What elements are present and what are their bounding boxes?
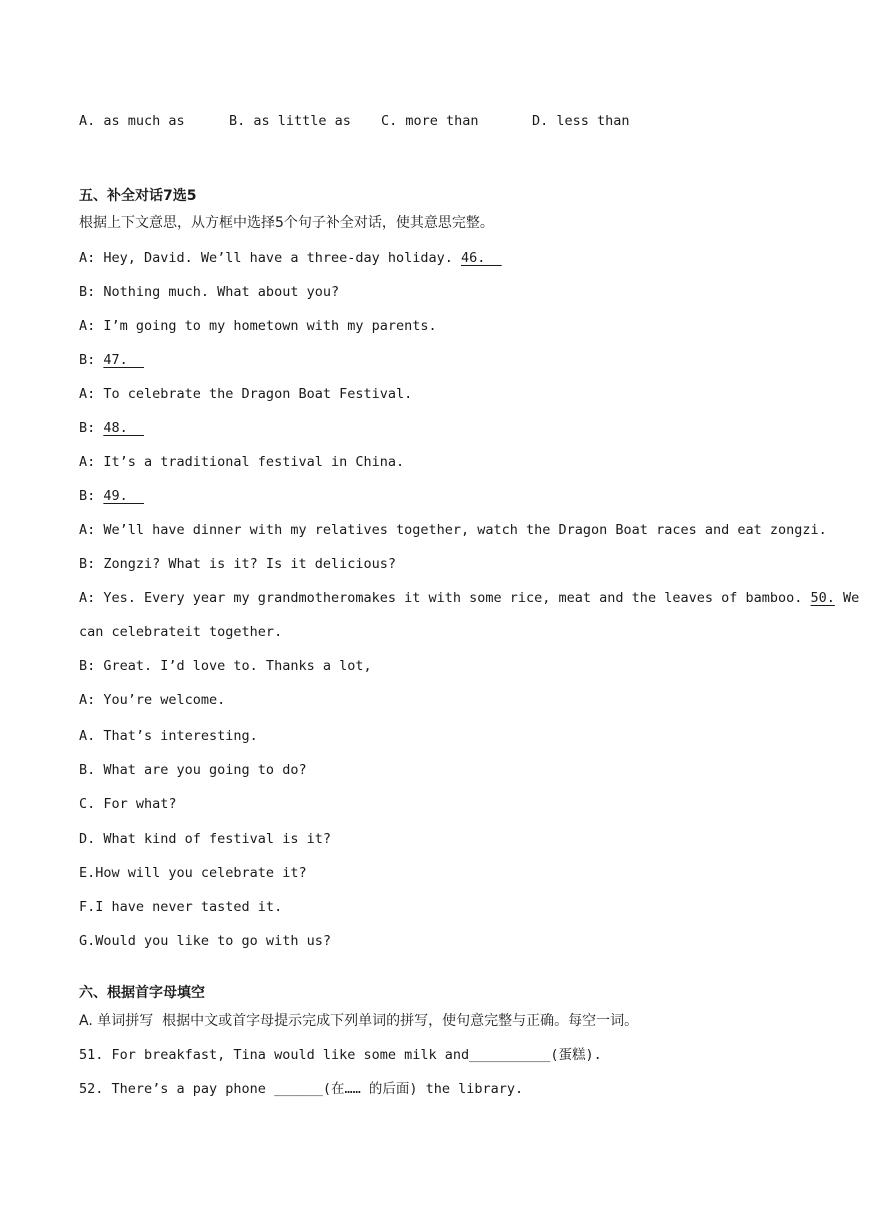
question-51: 51. For breakfast, Tina would like some milk and__________(蛋糕). [79,1047,602,1063]
answer-blank[interactable]: 46. [461,250,502,266]
choice-item: E.How will you celebrate it? [79,864,307,881]
dialogue-line [79,249,502,267]
option-c: C. more than [381,113,479,129]
dialogue-text: B: Great. I’d love to. Thanks a lot, [79,658,372,674]
answer-blank[interactable]: 49. [103,488,145,504]
dialogue-line [79,657,372,675]
dialogue-line [79,487,144,505]
dialogue-line [79,317,437,335]
dialogue-line [79,521,827,539]
choice-item: D. What kind of festival is it? [79,830,331,847]
section6-instruction: A. 单词拼写 根据中文或首字母提示完成下列单词的拼写，使句意完整与正确。每空一词。 [79,1013,639,1029]
section6-title: 六、根据首字母填空 [79,985,205,1001]
dialogue-text: A: Yes. Every year my grandmotheromakes it with some rice, meat and the leaves of bamboo. [79,590,811,606]
answer-blank[interactable]: 50. [810,590,835,606]
dialogue-text: B: Zongzi? What is it? Is it delicious? [79,556,396,572]
dialogue-line [79,453,404,471]
choice-item: B. What are you going to do? [79,762,307,779]
question-52: 52. There’s a pay phone ______(在…… 的后面) the library. [79,1081,524,1097]
section5-instruction: 根据上下文意思，从方框中选择5个句子补全对话，使其意思完整。 [79,215,494,231]
choice-item: G.Would you like to go with us? [79,933,331,950]
option-b: B. as little as [229,113,351,129]
dialogue-line [79,385,412,403]
dialogue-line [79,589,859,607]
dialogue-text: B: [79,352,104,368]
dialogue-text: B: [79,488,104,504]
dialogue-text: B: [79,420,104,436]
dialogue-text: can celebrateit together. [79,624,283,640]
choice-item: C. For what? [79,796,177,813]
dialogue-text: A: Hey, David. We’ll have a three-day holiday. [79,250,462,266]
dialogue-line [79,555,396,573]
section5-title: 五、补全对话7选5 [79,188,197,204]
dialogue-line [79,623,282,641]
answer-blank[interactable]: 47. [103,352,145,368]
dialogue-text: A: We’ll have dinner with my relatives together, watch the Dragon Boat races and eat zongzi. [79,522,827,538]
dialogue-line [79,351,144,369]
dialogue-text: B: Nothing much. What about you? [79,284,340,300]
dialogue-line [79,283,339,301]
choice-item: F.I have never tasted it. [79,899,283,915]
dialogue-text-after: We [834,590,860,606]
dialogue-line [79,419,144,437]
dialogue-text: A: I’m going to my hometown with my parents. [79,318,437,334]
answer-blank[interactable]: 48. [103,420,145,436]
dialogue-line [79,691,225,709]
option-d: D. less than [532,113,630,129]
dialogue-text: A: You’re welcome. [79,692,226,708]
choice-item: A. That’s interesting. [79,728,258,744]
dialogue-text: A: To celebrate the Dragon Boat Festival. [79,386,413,402]
option-a: A. as much as [79,113,185,129]
dialogue-text: A: It’s a traditional festival in China. [79,454,405,470]
